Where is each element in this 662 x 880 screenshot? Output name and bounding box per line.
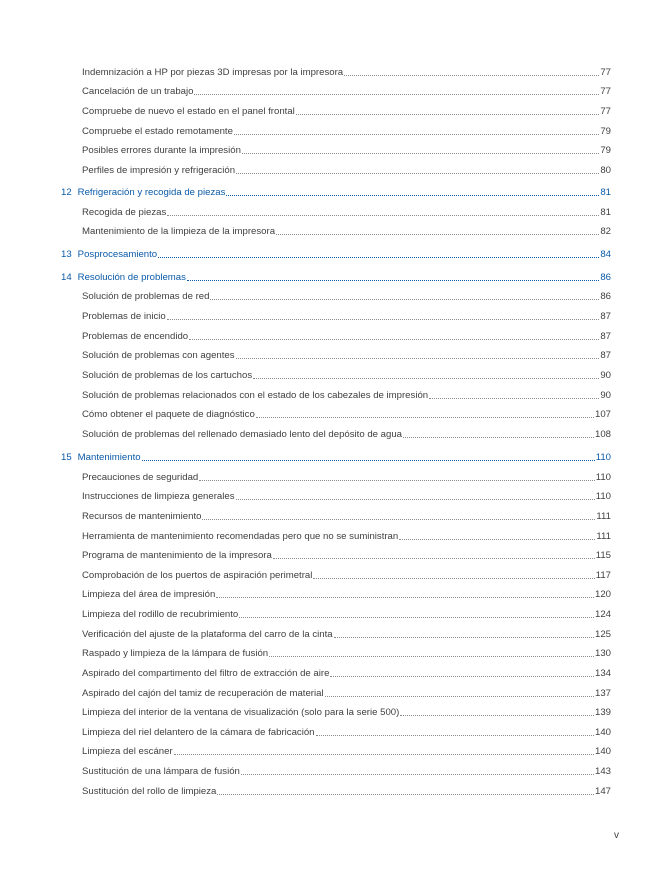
- toc-page-number: 134: [594, 668, 611, 679]
- toc-entry-title: Posprocesamiento: [77, 249, 158, 260]
- toc-entry-title: Limpieza del riel delantero de la cámara de fabricación: [82, 727, 315, 738]
- toc-dot-leader: [400, 714, 594, 716]
- toc-dot-leader: [189, 338, 599, 340]
- toc-entry[interactable]: [82, 311, 611, 323]
- toc-page-number: 110: [595, 452, 611, 463]
- toc-chapter-entry[interactable]: [61, 187, 611, 199]
- toc-dot-leader: [216, 596, 594, 598]
- toc-entry[interactable]: [82, 429, 611, 441]
- toc-entry[interactable]: [82, 370, 611, 382]
- toc-entry[interactable]: [82, 67, 611, 79]
- toc-entry[interactable]: [82, 550, 611, 562]
- toc-entry[interactable]: [82, 727, 611, 739]
- toc-chapter-number: 12: [61, 187, 72, 198]
- toc-entry[interactable]: [82, 390, 611, 402]
- toc-dot-leader: [334, 636, 594, 638]
- toc-page-number: 120: [594, 589, 611, 600]
- toc-entry-title: Limpieza del área de impresión: [82, 589, 216, 600]
- toc-page-number: 81: [600, 187, 611, 198]
- toc-page-number: 147: [594, 786, 611, 797]
- toc-page-number: 87: [600, 331, 611, 342]
- toc-dot-leader: [194, 93, 599, 95]
- toc-entry[interactable]: [82, 145, 611, 157]
- toc-dot-leader: [242, 152, 599, 154]
- toc-entry-title: Limpieza del escáner: [82, 746, 173, 757]
- toc-page-number: 140: [594, 727, 611, 738]
- toc-entry-title: Recogida de piezas: [82, 207, 167, 218]
- toc-chapter-number: 15: [61, 452, 72, 463]
- toc-chapter-number: 14: [61, 272, 72, 283]
- toc-entry-title: Instrucciones de limpieza generales: [82, 491, 235, 502]
- toc-entry[interactable]: [82, 226, 611, 238]
- toc-entry[interactable]: [82, 589, 611, 601]
- toc-entry[interactable]: [82, 766, 611, 778]
- toc-page-number: 130: [594, 648, 611, 659]
- toc-page-number: 86: [600, 291, 611, 302]
- toc-entry-title: Problemas de inicio: [82, 311, 166, 322]
- toc-entry-title: Limpieza del rodillo de recubrimiento: [82, 609, 239, 620]
- toc-entry[interactable]: [82, 472, 611, 484]
- toc-entry[interactable]: [82, 86, 611, 98]
- toc-entry[interactable]: [82, 707, 611, 719]
- toc-entry-title: Recursos de mantenimiento: [82, 511, 202, 522]
- toc-entry[interactable]: [82, 629, 611, 641]
- toc-dot-leader: [253, 377, 599, 379]
- toc-dot-leader: [239, 616, 594, 618]
- toc-page-number: 84: [600, 249, 611, 260]
- toc-page-number: 87: [600, 311, 611, 322]
- toc-entry[interactable]: [82, 409, 611, 421]
- toc-entry-title: Programa de mantenimiento de la impresora: [82, 550, 272, 561]
- toc-entry-title: Cancelación de un trabajo: [82, 86, 194, 97]
- toc-entry-title: Solución de problemas relacionados con el estado de los cabezales de impresión: [82, 390, 429, 401]
- toc-entry[interactable]: [82, 648, 611, 660]
- toc-entry-title: Herramienta de mantenimiento recomendadas pero que no se suministran: [82, 531, 399, 542]
- toc-dot-leader: [429, 397, 599, 399]
- toc-entry-title: Solución de problemas de red: [82, 291, 210, 302]
- toc-entry-title: Problemas de encendido: [82, 331, 189, 342]
- toc-entry-title: Verificación del ajuste de la plataforma del carro de la cinta: [82, 629, 333, 640]
- toc-dot-leader: [399, 538, 595, 540]
- toc-dot-leader: [167, 214, 599, 216]
- toc-entry[interactable]: [82, 126, 611, 138]
- toc-dot-leader: [217, 793, 594, 795]
- toc-entry[interactable]: [82, 207, 611, 219]
- toc-entry-title: Solución de problemas del rellenado demasiado lento del depósito de agua: [82, 429, 403, 440]
- toc-dot-leader: [241, 773, 594, 775]
- toc-dot-leader: [187, 279, 599, 281]
- toc-dot-leader: [269, 655, 594, 657]
- toc-chapter-entry[interactable]: [61, 452, 611, 464]
- toc-page-number: 86: [600, 272, 611, 283]
- toc-page-number: 77: [600, 86, 611, 97]
- toc-entry-title: Sustitución de una lámpara de fusión: [82, 766, 240, 777]
- toc-dot-leader: [226, 194, 599, 196]
- toc-entry-title: Compruebe el estado remotamente: [82, 126, 233, 137]
- toc-page-number: 110: [595, 491, 611, 502]
- toc-dot-leader: [174, 753, 594, 755]
- toc-entry-title: Aspirado del compartimento del filtro de extracción de aire: [82, 668, 330, 679]
- toc-dot-leader: [199, 479, 594, 481]
- toc-entry[interactable]: [82, 165, 611, 177]
- toc-page-number: 125: [594, 629, 611, 640]
- toc-page-number: 81: [600, 207, 611, 218]
- toc-entry-title: Cómo obtener el paquete de diagnóstico: [82, 409, 255, 420]
- toc-entry[interactable]: [82, 511, 611, 523]
- toc-page-number: 140: [594, 746, 611, 757]
- toc-entry[interactable]: [82, 746, 611, 758]
- toc-dot-leader: [344, 74, 599, 76]
- toc-entry-title: Aspirado del cajón del tamiz de recuperación de material: [82, 688, 324, 699]
- toc-page-number: 111: [596, 531, 611, 542]
- toc-page-number: 80: [600, 165, 611, 176]
- toc-dot-leader: [325, 695, 594, 697]
- toc-entry-title: Precauciones de seguridad: [82, 472, 199, 483]
- toc-page-number: 79: [600, 145, 611, 156]
- toc-page-number: 107: [594, 409, 611, 420]
- toc-page-number: 77: [600, 67, 611, 78]
- toc-chapter-entry[interactable]: [61, 249, 611, 261]
- toc-page-number: 90: [600, 370, 611, 381]
- toc-page-number: 77: [600, 106, 611, 117]
- toc-entry-title: Resolución de problemas: [77, 272, 186, 283]
- toc-dot-leader: [236, 172, 599, 174]
- toc-page-number: 110: [595, 472, 611, 483]
- toc-page-number: 117: [595, 570, 611, 581]
- toc-dot-leader: [316, 734, 594, 736]
- toc-chapter-number: 13: [61, 249, 72, 260]
- toc-dot-leader: [167, 318, 600, 320]
- toc-page-number: 108: [594, 429, 611, 440]
- toc-entry[interactable]: [82, 491, 611, 503]
- toc-dot-leader: [234, 133, 599, 135]
- toc-page-number: 87: [600, 350, 611, 361]
- toc-chapter-entry[interactable]: [61, 272, 611, 284]
- toc-entry[interactable]: [82, 688, 611, 700]
- toc-entry-title: Mantenimiento de la limpieza de la impresora: [82, 226, 276, 237]
- toc-page-number: 111: [596, 511, 611, 522]
- toc-entry-title: Solución de problemas de los cartuchos: [82, 370, 253, 381]
- toc-entry-title: Compruebe de nuevo el estado en el panel frontal: [82, 106, 295, 117]
- toc-page-number: 115: [595, 550, 611, 561]
- toc-dot-leader: [313, 577, 594, 579]
- toc-entry[interactable]: [82, 570, 611, 582]
- toc-entry[interactable]: [82, 106, 611, 118]
- toc-entry[interactable]: [82, 786, 611, 798]
- toc-entry[interactable]: [82, 350, 611, 362]
- toc-dot-leader: [158, 256, 599, 258]
- toc-entry[interactable]: [82, 291, 611, 303]
- toc-dot-leader: [236, 498, 595, 500]
- toc-entry-title: Sustitución del rollo de limpieza: [82, 786, 217, 797]
- toc-dot-leader: [276, 233, 599, 235]
- toc-entry[interactable]: [82, 331, 611, 343]
- toc-dot-leader: [403, 436, 594, 438]
- toc-entry-title: Solución de problemas con agentes: [82, 350, 235, 361]
- toc-page-number: 143: [594, 766, 611, 777]
- toc-dot-leader: [202, 518, 595, 520]
- toc-page-number: 82: [600, 226, 611, 237]
- toc-entry-title: Refrigeración y recogida de piezas: [77, 187, 226, 198]
- toc-entry-title: Limpieza del interior de la ventana de visualización (solo para la serie 500): [82, 707, 400, 718]
- toc-dot-leader: [296, 113, 600, 115]
- toc-dot-leader: [210, 298, 599, 300]
- toc-entry-title: Raspado y limpieza de la lámpara de fusión: [82, 648, 269, 659]
- toc-page-number: 139: [594, 707, 611, 718]
- toc-entry-title: Posibles errores durante la impresión: [82, 145, 241, 156]
- toc-dot-leader: [273, 557, 595, 559]
- toc-page-number: 90: [600, 390, 611, 401]
- toc-entry-title: Comprobación de los puertos de aspiración perimetral: [82, 570, 313, 581]
- toc-page-number: 124: [594, 609, 611, 620]
- toc-entry[interactable]: [82, 609, 611, 621]
- toc-page-number: 79: [600, 126, 611, 137]
- toc-entry[interactable]: [82, 531, 611, 543]
- toc-page-number: 137: [594, 688, 611, 699]
- toc-entry-title: Perfiles de impresión y refrigeración: [82, 165, 236, 176]
- toc-dot-leader: [236, 357, 600, 359]
- toc-dot-leader: [256, 416, 594, 418]
- page-number: v: [614, 830, 619, 841]
- toc-dot-leader: [330, 675, 594, 677]
- toc-dot-leader: [142, 459, 595, 461]
- toc-entry-title: Mantenimiento: [77, 452, 141, 463]
- toc-entry-title: Indemnización a HP por piezas 3D impresas por la impresora: [82, 67, 344, 78]
- toc-entry[interactable]: [82, 668, 611, 680]
